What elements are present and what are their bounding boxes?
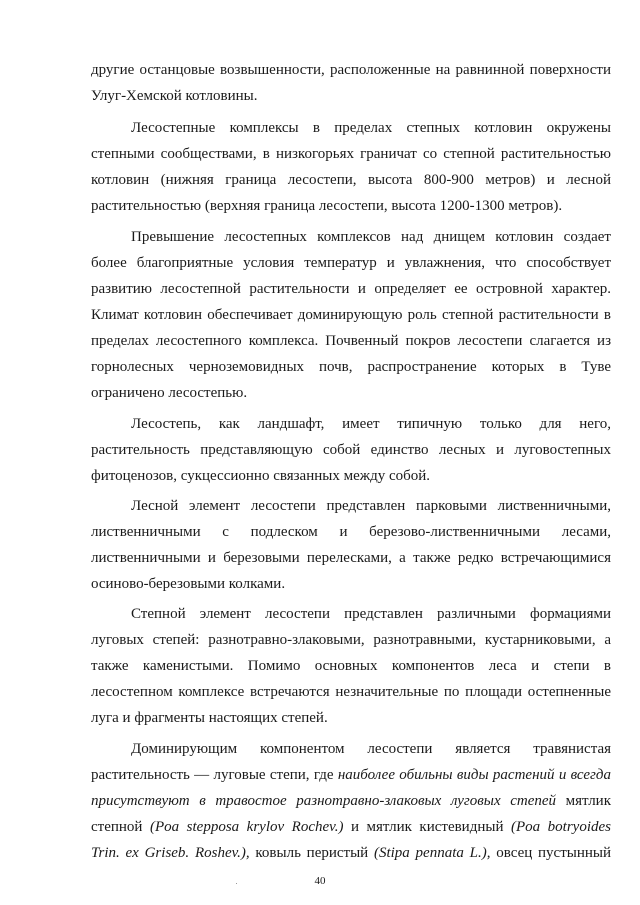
text-line: Улуг-Хемской котловины. — [91, 88, 258, 104]
italic-species-name: (Poa stepposa krylov Rochev.) — [149, 819, 344, 835]
text-line: растительность представляющую собой единство лесных и луговостепных — [91, 442, 611, 458]
text-line: растительностью (верхняя граница лесостепи, высота 1200-1300 метров). — [91, 198, 563, 214]
scan-speck — [236, 883, 237, 884]
text-run: растительность — луговые степи, где — [91, 767, 338, 783]
text-line: степными сообществами, в низкогорьях граничат со степной растительностью — [91, 146, 611, 162]
text-line: луга и фрагменты настоящих степей. — [91, 710, 328, 726]
text-line: луговых степей: разнотравно-злаковыми, разнотравными, кустарниковыми, а — [91, 632, 611, 648]
text-line — [91, 791, 611, 811]
text-line: Лесостепь, как ландшафт, имеет типичную только для него, — [131, 416, 611, 432]
text-line: также каменистыми. Помимо основных компонентов леса и степи в — [91, 658, 611, 674]
text-line: Превышение лесостепных комплексов над днищем котловин создает — [131, 229, 611, 245]
text-line: лиственничными и березовыми перелесками, а также редко встречающимися — [91, 550, 611, 566]
text-line: Лесной элемент лесостепи представлен парковыми лиственничными, — [131, 498, 611, 514]
text-line: фитоценозов, сукцессионно связанных между собой. — [91, 468, 431, 484]
italic-species-name: (Stipa pennata L.), — [373, 845, 491, 861]
italic-species-name: Trin. ex Griseb. Roshev.), — [91, 845, 250, 861]
italic-text-run: наиболее обильны виды растений и всегда — [337, 767, 611, 783]
text-line — [91, 765, 611, 785]
text-line: горнолесных черноземовидных почв, распространение которых в Туве — [91, 359, 611, 375]
text-line: лиственничными с подлеском и березово-лиственничными лесами, — [91, 524, 611, 540]
text-line — [91, 817, 611, 837]
text-line — [91, 843, 611, 863]
text-run: ковыль перистый — [249, 845, 374, 861]
text-line: Доминирующим компонентом лесостепи является травянистая — [131, 741, 611, 757]
text-line: Климат котловин обеспечивает доминирующую роль степной растительности в — [91, 307, 611, 323]
text-line: лесостепном комплексе встречаются незначительные по площади остепненные — [91, 684, 611, 700]
italic-text-run: присутствуют в травостое разнотравно-злаковых луговых степей — [91, 793, 557, 809]
text-run: овсец пустынный — [490, 845, 611, 861]
text-run: степной — [91, 819, 150, 835]
text-line: более благоприятные условия температур и увлажнения, что способствует — [91, 255, 611, 271]
text-line: котловин (нижняя граница лесостепи, высота 800-900 метров) и лесной — [91, 172, 611, 188]
text-line: Степной элемент лесостепи представлен различными формациями — [131, 606, 611, 622]
text-line: развитию лесостепной растительности и определяет ее островной характер. — [91, 281, 611, 297]
text-line: другие останцовые возвышенности, расположенные на равнинной поверхности — [91, 62, 611, 78]
text-line: осиново-березовыми колками. — [91, 576, 286, 592]
text-line: ограничено лесостепью. — [91, 385, 248, 401]
page-number: 40 — [314, 875, 326, 887]
text-run: и мятлик кистевидный — [343, 819, 511, 835]
italic-species-name: (Poa botryoides — [511, 819, 612, 835]
text-run: мятлик — [556, 793, 612, 809]
text-line: Лесостепные комплексы в пределах степных котловин окружены — [131, 120, 611, 136]
text-line: пределах лесостепного комплекса. Почвенный покров лесостепи слагается из — [91, 333, 611, 349]
